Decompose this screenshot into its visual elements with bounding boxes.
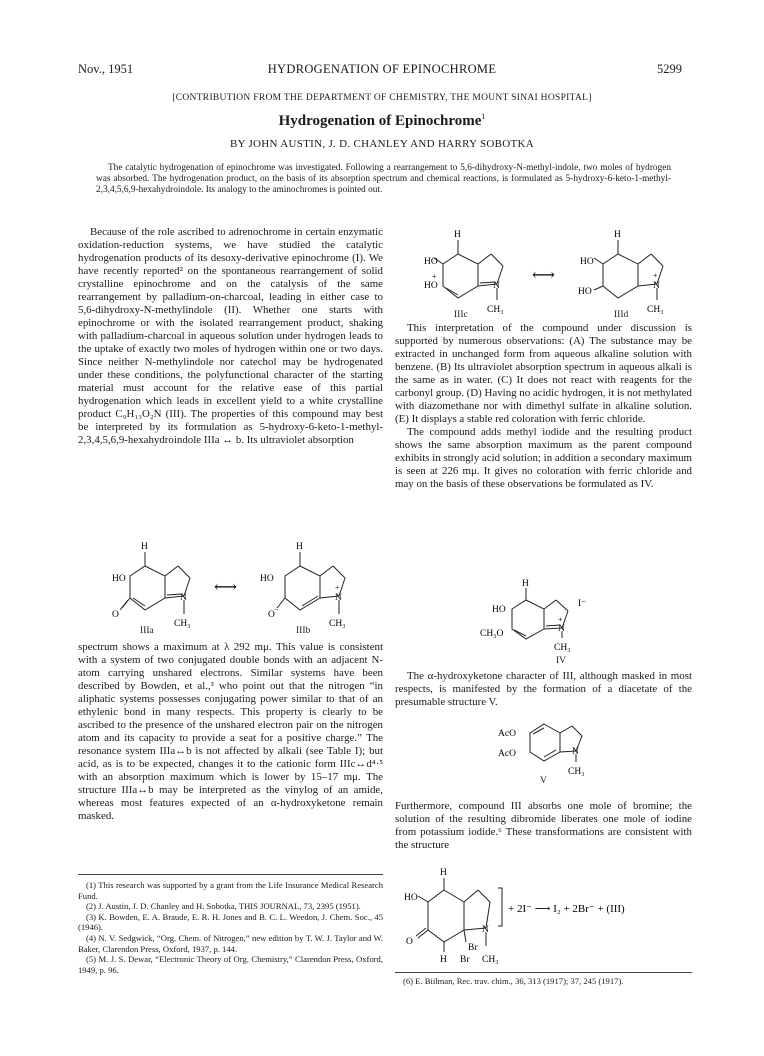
structures-IIIc-IIId [420,228,690,320]
paper-title [0,112,764,130]
left-paragraph-1: Because of the role ascribed to adrenochrome in certain enzymatic oxidation-reduction systems, we have studied the catalytic hydrogenation products of its desoxy-derivative epinochrome (I). We have recently reported² on the spontaneous rearrangement of solid crystalline epinochrome and on the catalysis of the same rearrangement by palladium-on-charcoal, leading in either case to 5,6-dihydroxy-N-methylindole (II). Whether one starts with epinochrome or with the isolated rearrangement product, shaking with palladium-charcoal in aqueous solution under hydrogen leads to the uptake of exactly two moles of hydrogen within one or two days. Since neither N-methylindole nor catechol may be hydrogenated under these conditions, the polyfunctional character of the starting material must account for the relative ease of this partial hydrogenation which leads in excellent yield to a white crystalline product C₉H₁₃O₂N (III). The properties of this compound may best be interpreted by its formulation as 5-hydroxy-6-keto-1-methyl-2,3,4,5,6,9-hexahydroindole IIIa ↔ b. Its ultraviolet absorption [78,226,383,446]
paper-title-text: Hydrogenation of Epinochrome [278,113,482,129]
dibromide-CH3: CH₃ [482,955,499,965]
right-paragraph-3: The α-hydroxyketone character of III, although masked in most respects, is manifested by the formation of a diacetate of the presumable structure V. [395,670,692,708]
dibromide-O: O [406,937,413,947]
footnote-4: (4) N. V. Sedgwick, “Org. Chem. of Nitrogen,” new edition by T. W. J. Taylor and W. Baker, Clarendon Press, Oxford, 1937, p. 144. [78,932,383,954]
IIIa-O: O [112,610,119,620]
label-V: V [540,776,547,786]
IV-CH3: CH₃ [554,643,571,653]
IIIb-HO: HO [260,574,274,584]
right-footnote-rule [395,972,692,973]
right-footnotes [395,976,692,987]
right-paragraph-2: The compound adds methyl iodide and the resulting product shows the same absorption maximum as the parent compound exhibits in strongly acid solution; in addition a secondary maximum is seen at 226 mμ. It gives no coloration with ferric chloride and may on the basis of these observations be formulated as IV. [395,426,692,490]
IIIa-HO: HO [112,574,126,584]
structure-IIIc [434,240,503,300]
IIId-CH3: CH₃ [647,305,664,315]
structure-dibromide-equation [402,866,692,970]
header-date: Nov., 1951 [78,62,134,76]
V-N: N [572,747,579,757]
dibromide-Br-1: Br [468,943,478,953]
label-IV: IV [556,656,567,666]
IIId-H: H [614,230,621,240]
label-IIIa: IIIa [140,626,154,636]
IIId-plus: + [653,271,658,280]
IIId-N: N [653,281,660,291]
IIIa-N: N [180,593,187,603]
label-IIIc: IIIc [454,310,468,320]
title-footnote-mark: 1 [481,112,486,121]
IIIc-H: H [454,230,461,240]
IV-plus: + [558,615,563,624]
right-column-paragraph-4 [395,800,692,852]
right-paragraph-1: This interpretation of the compound under discussion is supported by numerous observations: (A) The substance may be extracted in unchanged form from aqueous alkaline solution with benzene. (B) Its ultraviolet absorption spectrum in aqueous alkali is the same as in water. (C) It does not react with reagents for the carbonyl group. (D) Having no acidic hydrogen, it is not methylated with diazomethane nor with dimethyl sulfate in alkaline solution. (E) It displays a stable red coloration with ferric chloride. [395,322,692,425]
IIIb-O: O [268,610,275,620]
IIId-HO-2: HO [578,287,592,297]
IIIb-CH3: CH₃ [329,619,346,629]
structure-IV [478,578,618,658]
right-column-paragraph-3 [395,670,692,709]
left-footnote-rule [78,874,383,875]
IV-CH3O: CH₃O [480,629,504,639]
IIIc-plus: + [432,272,437,281]
V-AcO-2: AcO [498,749,516,759]
V-AcO-1: AcO [498,729,516,739]
label-IIIb: IIIb [296,626,311,636]
page-number: 5299 [657,62,682,76]
footnote-5: (5) M. J. S. Dewar, “Electronic Theory of Org. Chemistry,” Clarendon Press, Oxford, 1949, p. 96. [78,954,383,975]
dibromide-Br-2: Br [460,955,470,965]
left-column-paragraph-2 [78,641,383,823]
right-column-paragraphs-1 [395,322,692,491]
IIIb-N: N [335,593,342,603]
IIIa-H: H [141,542,148,552]
left-column-paragraph-1 [78,226,383,447]
IIIc-CH3: CH₃ [487,305,504,315]
footnote-3: (3) K. Bowden, E. A. Braude, E. R. H. Jones and B. C. L. Weedon, J. Chem. Soc., 45 (1946). [78,911,383,933]
structure-IIIa [120,552,190,614]
dibromide-H-2: H [440,955,447,965]
dibromide-HO: HO [404,893,418,903]
right-paragraph-4: Furthermore, compound III absorbs one mole of bromine; the solution of the resulting dibromide liberates one mole of iodine from potassium iodide.⁶ These transformations are consistent with the structure [395,800,692,851]
IIIc-HO-1: HO [424,257,438,267]
contribution-line: [CONTRIBUTION FROM THE DEPARTMENT OF CHEMISTRY, THE MOUNT SINAI HOSPITAL] [172,93,592,103]
left-paragraph-2: spectrum shows a maximum at λ 292 mμ. This value is consistent with a system of two conjugated double bonds with an adjacent N-atom carrying unshared electrons. Similar systems have been described by Bowden, et al.,³ who point out that the nitrogen “in aliphatic systems possesses conjugating power similar to that of an ethylenic bond in many respects. This property is clearly to be ascribed to the presence of the unshared electron pair on the nitrogen atom and its capacity to provide a seat for a positive charge.” The resonance system IIIa↔b is not affected by alkali (see Table I); but acid, as is to be expected, changes it to the cationic form IIIc↔d⁴·⁵ with an absorption maximum which is lower by 15–17 mμ. The structure IIIa↔b may be interpreted as the vinylog of an amide, whereas most features expected of an α-hydroxyketone remain masked. [78,641,383,822]
IV-H: H [522,579,529,589]
left-footnotes [78,880,383,975]
IV-N: N [558,624,565,634]
running-title: HYDROGENATION OF EPINOCHROME [267,62,497,76]
IIIb-plus: + [335,583,340,592]
structure-IIId [594,240,663,300]
footnote-6: (6) E. Biilman, Rec. trav. chim., 36, 313 (1917); 37, 245 (1917). [403,976,624,986]
IIIb-H: H [296,542,303,552]
footnote-2: (2) J. Austin, J. D. Chanley and H. Sobotka, THIS JOURNAL, 73, 2395 (1951). [86,901,361,912]
label-IIId: IIId [614,310,629,320]
IIIc-HO-2: HO [424,281,438,291]
structures-IIIa-IIIb [110,540,370,632]
dibromide-N: N [482,925,489,935]
IIId-HO-1: HO [580,257,594,267]
authors: BY JOHN AUSTIN, J. D. CHANLEY AND HARRY SOBOTKA [229,138,535,150]
footnote-1: (1) This research was supported by a grant from the Life Insurance Medical Research Fund. [78,880,383,901]
IV-HO: HO [492,605,506,615]
resonance-arrow-ab: ⟷ [214,579,237,596]
IIIc-N: N [493,281,500,291]
IIIa-CH3: CH₃ [174,619,191,629]
dibromide-equation: + 2I⁻ ⟶ I₂ + 2Br⁻ + (III) [508,903,625,915]
structure-V [494,718,614,784]
resonance-arrow-cd: ⟷ [532,267,555,284]
V-CH3: CH₃ [568,767,585,777]
IIIb-minus: − [274,605,279,614]
abstract: The catalytic hydrogenation of epinochrome was investigated. Following a rearrangement to 5,6-dihydroxy-N-methyl-indole, two moles of hydrogen was absorbed. The hydrogenation product, on the basis of its absorption spectrum and chemical reactions, is formulated as 5-hydroxy-6-keto-1-methyl-2,3,4,5,6,9-hexahydroindole. Its analogy to the aminochromes is pointed out. [96,163,671,195]
IV-iodide: I⁻ [578,599,587,609]
dibromide-H: H [440,868,447,878]
